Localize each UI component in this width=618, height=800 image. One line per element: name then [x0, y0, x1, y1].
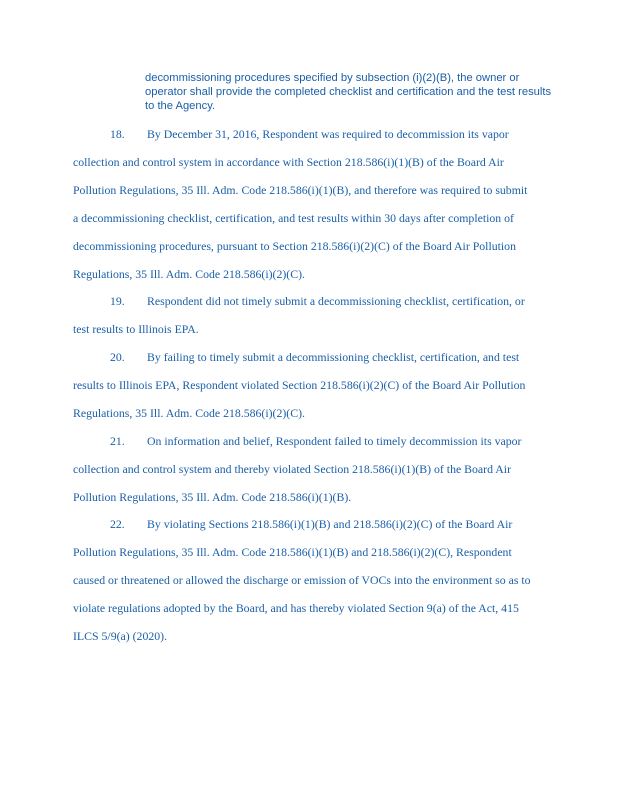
paragraph-line: By violating Sections 218.586(i)(1)(B) and 218.586(i)(2)(C) of the Board Air — [147, 517, 513, 531]
paragraph-20 — [73, 350, 568, 434]
paragraph-line: By December 31, 2016, Respondent was required to decommission its vapor — [147, 127, 509, 141]
paragraph-number: 22. — [110, 517, 125, 531]
paragraph-line: Pollution Regulations, 35 Ill. Adm. Code 218.586(i)(1)(B), and therefore was required to submit — [73, 183, 528, 197]
paragraph-line: collection and control system in accordance with Section 218.586(i)(1)(B) of the Board Air — [73, 155, 504, 169]
paragraph-line: a decommissioning checklist, certification, and test results within 30 days after completion of — [73, 211, 514, 225]
paragraph-line: By failing to timely submit a decommissioning checklist, certification, and test — [147, 350, 520, 364]
quote-line: decommissioning procedures specified by subsection (i)(2)(B), the owner or — [145, 72, 520, 84]
paragraph-number: 19. — [110, 294, 125, 308]
paragraph-number: 20. — [110, 350, 125, 364]
paragraph-line: results to Illinois EPA, Respondent violated Section 218.586(i)(2)(C) of the Board Air Pollution — [73, 378, 526, 392]
quote-line: to the Agency. — [145, 99, 216, 112]
quote-line: operator shall provide the completed checklist and certification and the test results — [145, 85, 552, 98]
paragraph-line: violate regulations adopted by the Board, and has thereby violated Section 9(a) of the Act, 415 — [73, 601, 519, 615]
paragraph-line: ILCS 5/9(a) (2020). — [73, 629, 168, 643]
paragraph-line: Pollution Regulations, 35 Ill. Adm. Code 218.586(i)(1)(B). — [73, 490, 352, 504]
block-quote — [145, 72, 600, 113]
paragraph-number: 18. — [110, 127, 125, 141]
paragraph-line: Regulations, 35 Ill. Adm. Code 218.586(i)(2)(C). — [73, 406, 305, 420]
paragraph-line: collection and control system and thereby violated Section 218.586(i)(1)(B) of the Board Air — [73, 462, 512, 476]
paragraph-line: Respondent did not timely submit a decommissioning checklist, certification, or — [147, 294, 525, 308]
paragraph-line: caused or threatened or allowed the discharge or emission of VOCs into the environment so as to — [73, 573, 531, 587]
paragraph-line: Pollution Regulations, 35 Ill. Adm. Code 218.586(i)(1)(B) and 218.586(i)(2)(C), Respondent — [73, 545, 512, 559]
paragraph-line: test results to Illinois EPA. — [73, 322, 199, 336]
paragraph-number: 21. — [110, 434, 125, 448]
paragraph-line: On information and belief, Respondent failed to timely decommission its vapor — [147, 434, 522, 448]
paragraph-22 — [73, 517, 568, 657]
paragraph-line: decommissioning procedures, pursuant to Section 218.586(i)(2)(C) of the Board Air Pollution — [73, 239, 516, 253]
paragraph-line: Regulations, 35 Ill. Adm. Code 218.586(i)(2)(C). — [73, 267, 305, 281]
paragraph-18 — [73, 127, 568, 295]
paragraph-19 — [73, 294, 568, 350]
paragraph-21 — [73, 434, 568, 518]
